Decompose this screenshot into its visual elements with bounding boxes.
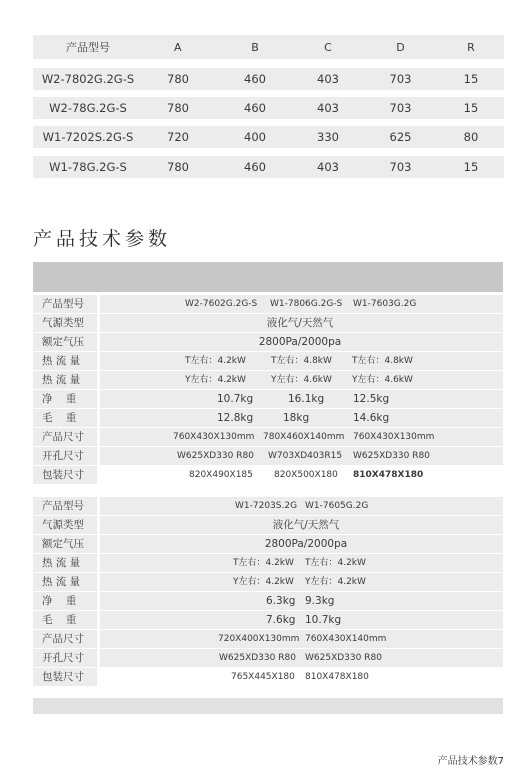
value-cell: 460 xyxy=(244,101,266,115)
spec-label: 毛 重 xyxy=(33,409,97,427)
page-footer: 产品技术参数7 xyxy=(437,756,504,767)
spec-label: 气源类型 xyxy=(33,516,97,534)
spec-label: 产品型号 xyxy=(33,295,97,313)
spec-label: 包装尺寸 xyxy=(33,668,97,686)
value-cell: 780 xyxy=(167,101,189,115)
model-2: W1-7806G.2G-S xyxy=(270,299,343,309)
value-cell: 15 xyxy=(463,101,479,115)
table-row xyxy=(33,97,504,119)
spec-label: 气源类型 xyxy=(33,314,97,332)
spec-values xyxy=(100,497,503,515)
spec-row-pressure xyxy=(33,535,503,553)
header-d: D xyxy=(396,40,405,54)
spec-row-product-size xyxy=(33,630,503,648)
spec-row-gross-weight xyxy=(33,409,503,427)
spec-values xyxy=(100,573,503,591)
gas-type: 液化气/天然气 xyxy=(266,317,334,329)
product-size-1: 760X430X130mm xyxy=(173,432,255,442)
cutout-size-1: W625XD330 R80 xyxy=(177,451,254,461)
spec-row-cutout-size xyxy=(33,447,503,465)
model-1: W2-7602G.2G-S xyxy=(185,299,258,309)
package-size-2: 810X478X180 xyxy=(305,672,369,682)
header-model: 产品型号 xyxy=(66,41,110,54)
model-cell: W2-7802G.2G-S xyxy=(41,72,135,86)
gas-type: 液化气/天然气 xyxy=(272,519,340,531)
value-cell: 460 xyxy=(244,160,266,174)
header-c: C xyxy=(324,40,332,54)
cutout-size-3: W625XD330 R80 xyxy=(353,451,430,461)
pressure: 2800Pa/2000pa xyxy=(264,538,348,550)
spec-row-gross-weight xyxy=(33,611,503,629)
heat-t-2: T左右：4.8kW xyxy=(271,356,332,366)
value-cell: 780 xyxy=(167,72,189,86)
model-cell: W2-78G.2G-S xyxy=(49,101,127,115)
spec-label: 开孔尺寸 xyxy=(33,649,97,667)
value-cell: 780 xyxy=(167,160,189,174)
spec-row-gas xyxy=(33,516,503,534)
heat-t-3: T左右：4.8kW xyxy=(352,356,413,366)
gross-weight-3: 14.6kg xyxy=(353,412,390,424)
heat-y-3: Y左右：4.6kW xyxy=(352,375,413,385)
spec-label: 额定气压 xyxy=(33,333,97,351)
dimension-table xyxy=(33,35,504,178)
value-cell: 400 xyxy=(244,130,266,144)
spec-row-product-size xyxy=(33,428,503,446)
product-size-2: 780X460X140mm xyxy=(263,432,345,442)
spec-label: 热 流 量 xyxy=(33,352,97,370)
model-cell: W1-78G.2G-S xyxy=(49,160,127,174)
spec-values xyxy=(100,390,503,408)
pressure: 2800Pa/2000pa xyxy=(258,336,342,348)
section-title: 产品技术参数 xyxy=(33,228,172,250)
spec-row-heat-y xyxy=(33,573,503,591)
value-cell: 403 xyxy=(317,160,339,174)
product-size-1: 720X400X130mm xyxy=(218,634,300,644)
heat-y-2: Y左右：4.2kW xyxy=(305,577,366,587)
spec-values xyxy=(100,630,503,648)
spec-values xyxy=(100,333,503,351)
value-cell: 720 xyxy=(167,130,189,144)
value-cell: 403 xyxy=(317,72,339,86)
spec-values xyxy=(100,428,503,446)
spec-values xyxy=(100,554,503,572)
product-size-2: 760X430X140mm xyxy=(305,634,387,644)
net-weight-2: 16.1kg xyxy=(288,393,325,405)
package-size-1: 765X445X180 xyxy=(231,672,295,682)
header-b: B xyxy=(251,40,259,54)
spec-row-heat-t xyxy=(33,554,503,572)
spec-label: 毛 重 xyxy=(33,611,97,629)
spec-values xyxy=(100,611,503,629)
spec-label: 包装尺寸 xyxy=(33,466,97,484)
spec-block-2 xyxy=(33,497,503,687)
model-2: W1-7605G.2G xyxy=(305,501,369,511)
heat-y-1: Y左右：4.2kW xyxy=(185,375,246,385)
model-3: W1-7603G.2G xyxy=(353,299,417,309)
spec-table-header-bar xyxy=(33,262,503,292)
value-cell: 703 xyxy=(389,101,412,115)
value-cell: 403 xyxy=(317,101,339,115)
table-row xyxy=(33,68,504,90)
spec-label: 开孔尺寸 xyxy=(33,447,97,465)
header-a: A xyxy=(174,40,182,54)
cutout-size-2: W703XD403R15 xyxy=(268,451,343,461)
model-1: W1-7203S.2G xyxy=(235,501,298,511)
heat-t-1: T左右：4.2kW xyxy=(185,356,246,366)
spec-row-heat-y xyxy=(33,371,503,389)
spec-row-package-size xyxy=(33,466,503,484)
spec-label: 净 重 xyxy=(33,592,97,610)
spec-label: 热 流 量 xyxy=(33,371,97,389)
heat-y-1: Y左右：4.2kW xyxy=(233,577,294,587)
spec-row-pressure xyxy=(33,333,503,351)
heat-t-2: T左右：4.2kW xyxy=(305,558,366,568)
spec-values xyxy=(100,516,503,534)
spec-values xyxy=(100,447,503,465)
spec-row-package-size xyxy=(33,668,503,686)
spec-values xyxy=(100,295,503,313)
spec-values xyxy=(100,371,503,389)
product-size-3: 760X430X130mm xyxy=(353,432,435,442)
gross-weight-2: 18kg xyxy=(283,412,310,424)
net-weight-3: 12.5kg xyxy=(353,393,390,405)
spec-row-model xyxy=(33,497,503,515)
spec-values xyxy=(100,352,503,370)
value-cell: 15 xyxy=(463,72,479,86)
net-weight-2: 9.3kg xyxy=(305,595,335,607)
net-weight-1: 10.7kg xyxy=(217,393,254,405)
spec-row-model xyxy=(33,295,503,313)
spec-values xyxy=(100,668,503,686)
package-size-3: 810X478X180 xyxy=(353,470,424,480)
cutout-size-1: W625XD330 R80 xyxy=(219,653,296,663)
spec-values xyxy=(100,466,503,484)
spec-label: 产品尺寸 xyxy=(33,630,97,648)
value-cell: 703 xyxy=(389,72,412,86)
spec-block-1 xyxy=(33,295,503,485)
spec-row-cutout-size xyxy=(33,649,503,667)
spec-row-net-weight xyxy=(33,390,503,408)
spec-values xyxy=(100,592,503,610)
gross-weight-2: 10.7kg xyxy=(305,614,342,626)
gross-weight-1: 12.8kg xyxy=(217,412,254,424)
value-cell: 703 xyxy=(389,160,412,174)
spec-label: 热 流 量 xyxy=(33,554,97,572)
spec-label: 产品尺寸 xyxy=(33,428,97,446)
net-weight-1: 6.3kg xyxy=(266,595,296,607)
gross-weight-1: 7.6kg xyxy=(266,614,296,626)
value-cell: 460 xyxy=(244,72,266,86)
heat-y-2: Y左右：4.6kW xyxy=(271,375,332,385)
value-cell: 15 xyxy=(463,160,479,174)
spec-values xyxy=(100,314,503,332)
package-size-2: 820X500X180 xyxy=(274,470,338,480)
spec-values xyxy=(100,535,503,553)
spec-label: 额定气压 xyxy=(33,535,97,553)
spec-values xyxy=(100,649,503,667)
value-cell: 625 xyxy=(389,130,412,144)
spec-label: 产品型号 xyxy=(33,497,97,515)
spec-row-net-weight xyxy=(33,592,503,610)
spec-row-gas xyxy=(33,314,503,332)
header-r: R xyxy=(467,40,475,54)
dimension-table-header xyxy=(33,35,504,59)
cutout-size-2: W625XD330 R80 xyxy=(305,653,382,663)
heat-t-1: T左右：4.2kW xyxy=(233,558,294,568)
spec-label: 净 重 xyxy=(33,390,97,408)
value-cell: 80 xyxy=(463,130,479,144)
table-row xyxy=(33,126,504,148)
spec-label: 热 流 量 xyxy=(33,573,97,591)
spec-row-heat-t xyxy=(33,352,503,370)
table-row xyxy=(33,156,504,178)
model-cell: W1-7202S.2G-S xyxy=(42,130,134,144)
package-size-1: 820X490X185 xyxy=(189,470,253,480)
value-cell: 330 xyxy=(317,130,339,144)
spec-values xyxy=(100,409,503,427)
spec-table-footer-bar xyxy=(33,698,503,714)
